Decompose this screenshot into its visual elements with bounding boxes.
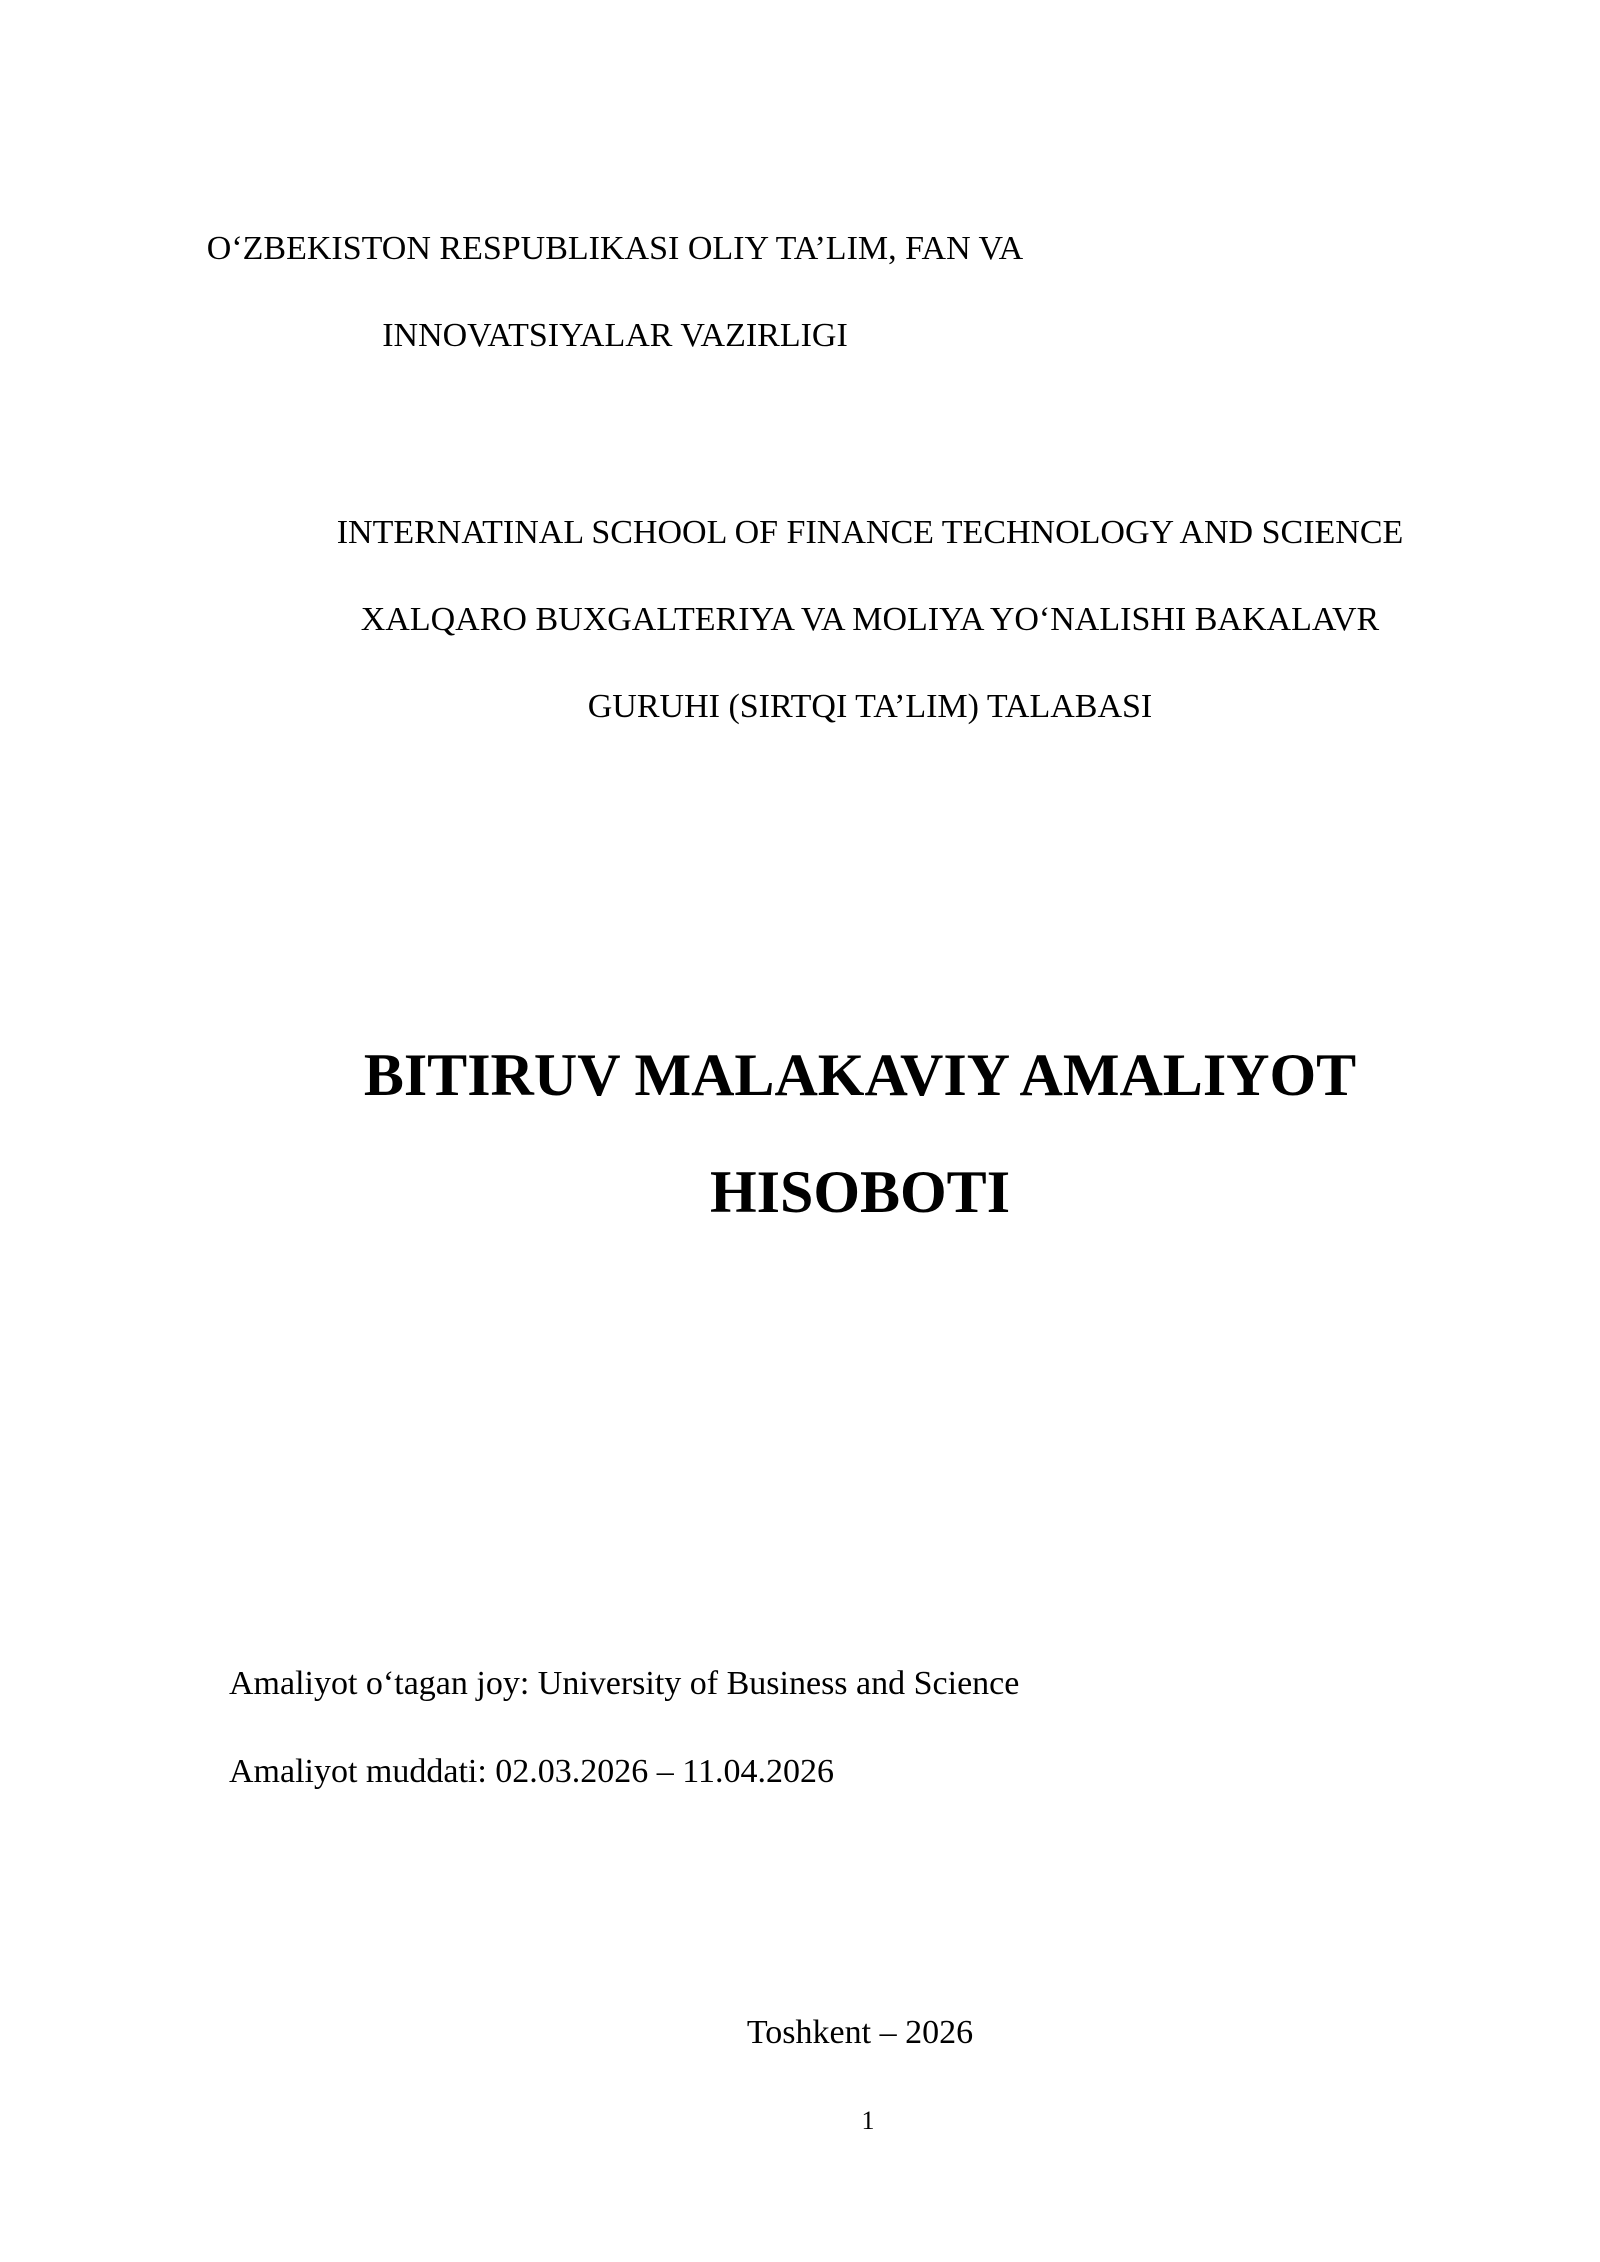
- practice-period: Amaliyot muddati: 02.03.2026 – 11.04.2026: [229, 1753, 835, 1790]
- document-title-line-2: HISOBOTI: [709, 1159, 1011, 1225]
- ministry-line-1: O‘ZBEKISTON RESPUBLIKASI OLIY TA’LIM, FAN VA: [206, 230, 1024, 267]
- city-year: Toshkent – 2026: [746, 2014, 974, 2051]
- ministry-line-2: INNOVATSIYALAR VAZIRLIGI: [382, 317, 848, 354]
- group-line: GURUHI (SIRTQI TA’LIM) TALABASI: [587, 688, 1153, 725]
- school-name: INTERNATINAL SCHOOL OF FINANCE TECHNOLOGY AND SCIENCE: [336, 514, 1404, 551]
- practice-place: Amaliyot o‘tagan joy: University of Business and Science: [229, 1665, 1020, 1702]
- page-number: 1: [861, 2106, 875, 2135]
- program-line: XALQARO BUXGALTERIYA VA MOLIYA YO‘NALISHI BAKALAVR: [360, 601, 1380, 638]
- document-title-line-1: BITIRUV MALAKAVIY AMALIYOT: [363, 1042, 1357, 1108]
